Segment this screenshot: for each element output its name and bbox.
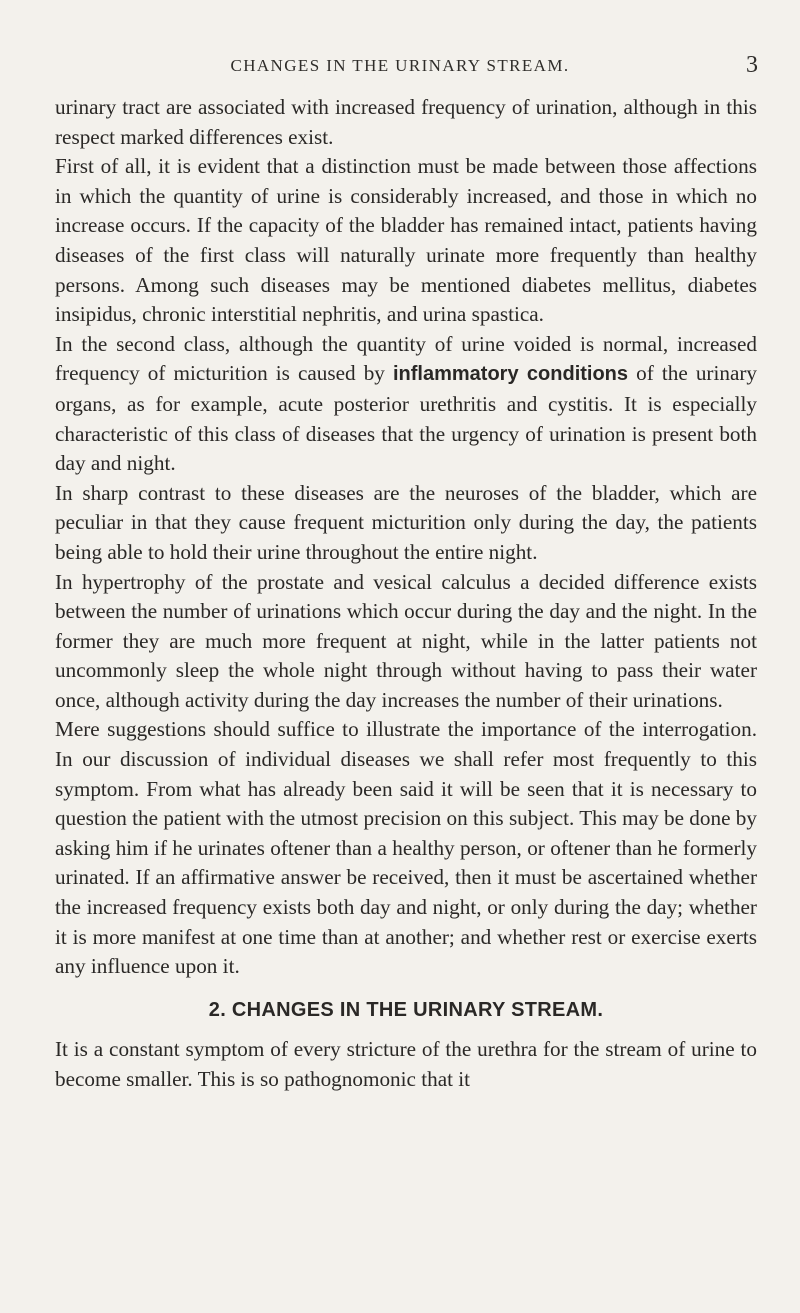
paragraph-stricture: [55, 1035, 757, 1094]
body-text: [55, 93, 757, 1095]
paragraph-text-before: In the second class, although the quantity of urine voided is normal, increased frequency of micturition is caused by: [55, 331, 757, 386]
paragraph-neuroses: [55, 479, 757, 568]
paragraph-hypertrophy: [55, 568, 757, 716]
paragraph-text: In sharp contrast to these diseases are the neuroses of the bladder, which are peculiar in that they cause frequent micturition only during the day, the patients being able to hold their urine throughout the entire night.: [55, 480, 757, 564]
paragraph-interrogation: [55, 715, 757, 981]
paragraph-second-class: [55, 330, 757, 479]
paragraph-text: urinary tract are associated with increased frequency of urination, although in this respect marked differences exist.: [55, 95, 757, 149]
paragraph-first-class: [55, 152, 757, 330]
page-number: 3: [746, 52, 758, 78]
section-heading: 2. CHANGES IN THE URINARY STREAM.: [208, 998, 604, 1021]
paragraph-continuation: [55, 93, 757, 152]
paragraph-text: It is a constant symptom of every stricture of the urethra for the stream of urine to become smaller. This is so pathognomonic that it: [55, 1037, 757, 1091]
paragraph-text: In hypertrophy of the prostate and vesical calculus a decided difference exists between the number of urinations which occur during the day and the night. In the former they are much more frequent at night, while in the latter patients not uncommonly sleep the whole night through without having to pass their water once, although activity during the day increases the number of their urinations.: [55, 569, 757, 712]
emphasis-inflammatory-conditions: inflammatory conditions: [392, 363, 629, 386]
running-head: CHANGES IN THE URINARY STREAM.: [230, 56, 570, 75]
paragraph-text: Mere suggestions should suffice to illustrate the importance of the interrogation. In our discussion of individual diseases we shall refer most frequently to this symptom. From what has already been said it will be seen that it is necessary to question the patient with the utmost precision on this subject. This may be done by asking him if he urinates oftener than a healthy person, or oftener than he formerly urinated. If an affirmative answer be received, then it must be ascertained whether the increased frequency exists both day and night, or only during the day; whether it is more manifest at one time than at another; and whether rest or exercise exerts any influence upon it.: [55, 717, 757, 979]
paragraph-text-after: of the urinary organs, as for example, acute posterior urethritis and cystitis. It is especially characteristic of this class of diseases that the urgency of urination is present both day and night.: [55, 361, 758, 476]
paragraph-text: First of all, it is evident that a distinction must be made between those affections in which the quantity of urine is considerably increased, and those in which no increase occurs. If the capacity of the bladder has remained intact, patients having diseases of the first class will naturally urinate more frequently than healthy persons. Among such diseases may be mentioned diabetes mellitus, diabetes insipidus, chronic interstitial nephritis, and urina spastica.: [55, 154, 757, 327]
